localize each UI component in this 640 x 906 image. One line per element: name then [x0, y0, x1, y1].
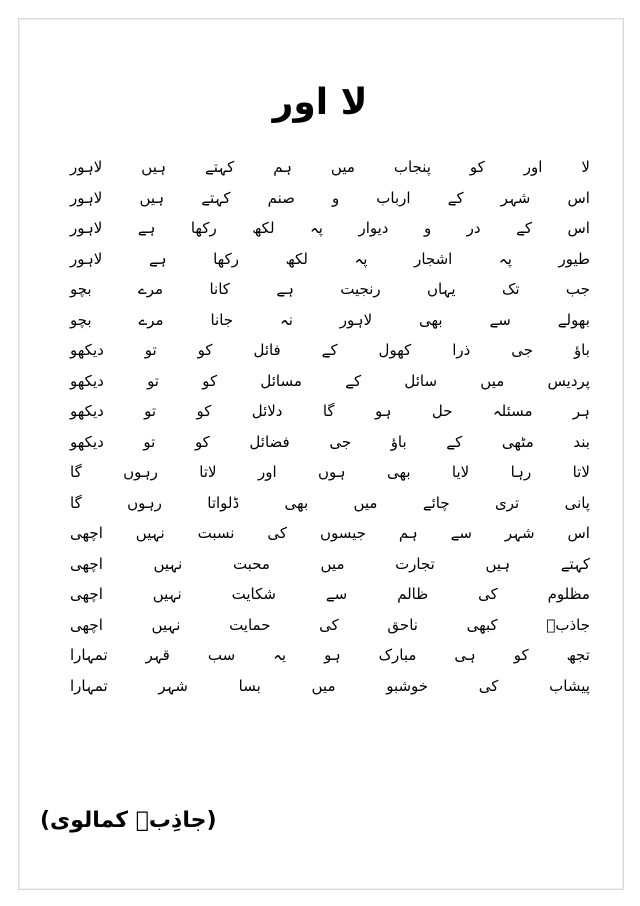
poem-word: رنجیت	[340, 280, 381, 299]
poem-line	[70, 518, 590, 549]
poem-word: تک	[501, 280, 520, 299]
poem-line	[70, 152, 590, 183]
poem-word: رہا	[510, 463, 532, 482]
poem-line	[70, 335, 590, 366]
poem-word: کو	[196, 402, 212, 421]
poem-word: حمایت	[229, 615, 271, 634]
poem-word: مظلوم	[547, 585, 590, 604]
poem-line	[70, 305, 590, 336]
poem-word: دلائل	[251, 402, 283, 421]
poem-word: فائل	[253, 341, 281, 360]
poem-word: جانا	[210, 310, 234, 329]
poem-word: دیکھو	[70, 371, 104, 390]
poem-word: میں	[330, 158, 355, 177]
poem-word: میں	[320, 554, 345, 573]
poem-word: جب	[565, 280, 590, 299]
poem-word: اس	[567, 524, 590, 543]
poem-word: بھی	[419, 310, 443, 329]
poem-line	[70, 183, 590, 214]
poem-word: رکھا	[213, 249, 239, 268]
poem-word: سے	[325, 585, 348, 604]
poem-word: میں	[311, 676, 336, 695]
poem-word: بھی	[284, 493, 309, 512]
poem-word: مبارک	[378, 646, 417, 665]
poem-word: کہتے	[204, 158, 235, 177]
poem-line	[70, 579, 590, 610]
poem-word: بھولے	[557, 310, 590, 329]
poem-word: کے	[345, 371, 362, 390]
poem-word: لا	[581, 158, 590, 177]
poem-word: نسبت	[197, 524, 235, 543]
poem-word: ارباب	[376, 188, 411, 207]
poem-word: اس	[567, 188, 590, 207]
poem-word: ہے	[148, 249, 167, 268]
poem-word: رکھا	[190, 219, 217, 238]
poem-line	[70, 640, 590, 671]
poem-word: و	[331, 188, 340, 207]
poem-word: اور	[257, 463, 277, 482]
poem-word: یہاں	[427, 280, 456, 299]
poem-word: نہیں	[135, 524, 165, 543]
poem-word: تری	[495, 493, 520, 512]
poem-word: پہ	[354, 249, 368, 268]
poem-word: محبت	[232, 554, 270, 573]
poem-word: ڈلواتا	[207, 493, 240, 512]
poem-word: باؤ	[390, 432, 407, 451]
poem-word: باؤ	[573, 341, 590, 360]
poem-line	[70, 671, 590, 702]
poem-word: پہ	[498, 249, 512, 268]
poem-word: تمہارا	[70, 646, 108, 665]
poem-word: نہیں	[152, 585, 182, 604]
poem-word: ہے	[276, 280, 294, 299]
poem-word: کے	[446, 432, 463, 451]
poem-word: اچھی	[70, 554, 103, 573]
poem-word: تجھ	[566, 646, 590, 665]
poem-word: تمہارا	[70, 676, 108, 695]
poem-word: گا	[322, 402, 335, 421]
poem-word: رہوں	[123, 463, 158, 482]
poem-word: فضائل	[249, 432, 290, 451]
poem-word: جی	[329, 432, 352, 451]
poem-word: مرے	[137, 280, 164, 299]
poem-word: اور	[523, 158, 543, 177]
poem-word: بھی	[386, 463, 411, 482]
poem-word: و	[423, 219, 432, 238]
poem-word: مرے	[138, 310, 164, 329]
poem-word: یہ	[273, 646, 287, 665]
poem-word: مٹھی	[501, 432, 534, 451]
poem-word: ہیں	[139, 188, 165, 207]
poem-word: چائے	[422, 493, 450, 512]
poem-word: شہر	[504, 524, 535, 543]
poem-word: کانا	[209, 280, 230, 299]
poem-word: ہوں	[318, 463, 346, 482]
poem-word: جی	[511, 341, 533, 360]
poem-word: کی	[478, 585, 498, 604]
poem-word: لکھ	[252, 219, 275, 238]
poem-word: لاہور	[70, 158, 103, 177]
poem-word: ہیں	[485, 554, 511, 573]
poem-word: دیکھو	[70, 341, 104, 360]
poem-word: لاہور	[70, 249, 103, 268]
poem-line	[70, 244, 590, 275]
poem-word: ہم	[273, 158, 292, 177]
poem-word: سے	[489, 310, 511, 329]
poem-word: ناحق	[387, 615, 418, 634]
poem-line	[70, 213, 590, 244]
poem-word: نہ	[279, 310, 293, 329]
poem-word: سے	[450, 524, 472, 543]
poem-word: حل	[431, 402, 453, 421]
poem-word: نہیں	[151, 615, 181, 634]
poem-line	[70, 274, 590, 305]
poem-line	[70, 549, 590, 580]
poem-word: تو	[143, 432, 156, 451]
poem-word: کبھی	[466, 615, 498, 634]
poem-word: کی	[267, 524, 288, 543]
poem-word: دیکھو	[70, 432, 104, 451]
poem-word: ہر	[572, 402, 590, 421]
poem-word: پنجاب	[393, 158, 431, 177]
poem-word: مسئلہ	[492, 402, 533, 421]
poem-word: کو	[513, 646, 529, 665]
poem-word: سائل	[404, 371, 438, 390]
poem-word: ہو	[374, 402, 392, 421]
poem-word: اچھی	[70, 524, 103, 543]
poem-word: مسائل	[260, 371, 302, 390]
poem-line	[70, 488, 590, 519]
poem-word: تو	[144, 402, 157, 421]
poet-signature: (جاذِبؔ کمالوی)	[40, 808, 217, 833]
page-title: لا اور	[272, 82, 368, 123]
poem-word: اچھی	[70, 615, 103, 634]
poem-word: کھول	[378, 341, 412, 360]
poem-word: در	[466, 219, 481, 238]
poem-word: میں	[480, 371, 505, 390]
poem-word: ہم	[398, 524, 418, 543]
poem-word: سب	[207, 646, 236, 665]
poem-word: گا	[70, 493, 82, 512]
poem-word: پہ	[310, 219, 323, 238]
poem-word: اشجار	[414, 249, 453, 268]
poem-word: ذرا	[452, 341, 471, 360]
poem-word: تو	[144, 341, 157, 360]
poem-word: ہی	[454, 646, 476, 665]
poem-word: لایا	[451, 463, 470, 482]
poem-word: پردیس	[547, 371, 590, 390]
poem-word: پانی	[564, 493, 590, 512]
poem-word: بچو	[70, 310, 92, 329]
poem-word: کے	[447, 188, 464, 207]
poem-lines	[70, 152, 590, 701]
poem-word: لاہور	[70, 188, 103, 207]
poem-word: شکایت	[231, 585, 276, 604]
poem-word: کو	[202, 371, 218, 390]
poem-word: میں	[353, 493, 378, 512]
poem-word: اچھی	[70, 585, 103, 604]
poem-line	[70, 427, 590, 458]
poem-line	[70, 366, 590, 397]
poem-word: کو	[469, 158, 485, 177]
poem-word: کے	[516, 219, 532, 238]
poem-word: ظالم	[397, 585, 429, 604]
poem-word: رہوں	[127, 493, 162, 512]
poem-line	[70, 396, 590, 427]
poem-word: نہیں	[153, 554, 183, 573]
poem-word: بسا	[238, 676, 261, 695]
poem-line	[70, 610, 590, 641]
poem-word: کہتے	[560, 554, 590, 573]
poem-word: قہر	[145, 646, 170, 665]
poem-word: بچو	[70, 280, 92, 299]
poem-word: طیور	[558, 249, 590, 268]
poem-word: جیسوں	[320, 524, 366, 543]
poem-word: ہے	[137, 219, 156, 238]
poem-word: کو	[194, 432, 210, 451]
poem-word: تجارت	[395, 554, 435, 573]
poem-word: بند	[573, 432, 590, 451]
poem-word: کی	[319, 615, 339, 634]
poem-word: لاہور	[339, 310, 373, 329]
poem-word: شہر	[500, 188, 531, 207]
poem-word: خوشبو	[386, 676, 429, 695]
poem-word: صنم	[267, 188, 295, 207]
poem-word: ہیں	[141, 158, 167, 177]
poem-word: لاتا	[572, 463, 590, 482]
poem-line	[70, 457, 590, 488]
poem-word: گا	[70, 463, 82, 482]
poem-word: ہو	[324, 646, 341, 665]
poem-word: جاذبؔ	[546, 615, 590, 634]
poem-word: کو	[197, 341, 213, 360]
poem-word: شہر	[158, 676, 188, 695]
poem-word: اس	[567, 219, 590, 238]
poem-word: کے	[321, 341, 338, 360]
poem-word: پیشاب	[549, 676, 590, 695]
poem-word: دیکھو	[70, 402, 104, 421]
poem-word: دیوار	[358, 219, 389, 238]
poem-word: لکھ	[285, 249, 308, 268]
poem-word: لاہور	[70, 219, 103, 238]
poem-word: تو	[147, 371, 159, 390]
poem-word: لاتا	[199, 463, 217, 482]
poem-word: کہتے	[201, 188, 231, 207]
poem-word: کی	[478, 676, 499, 695]
